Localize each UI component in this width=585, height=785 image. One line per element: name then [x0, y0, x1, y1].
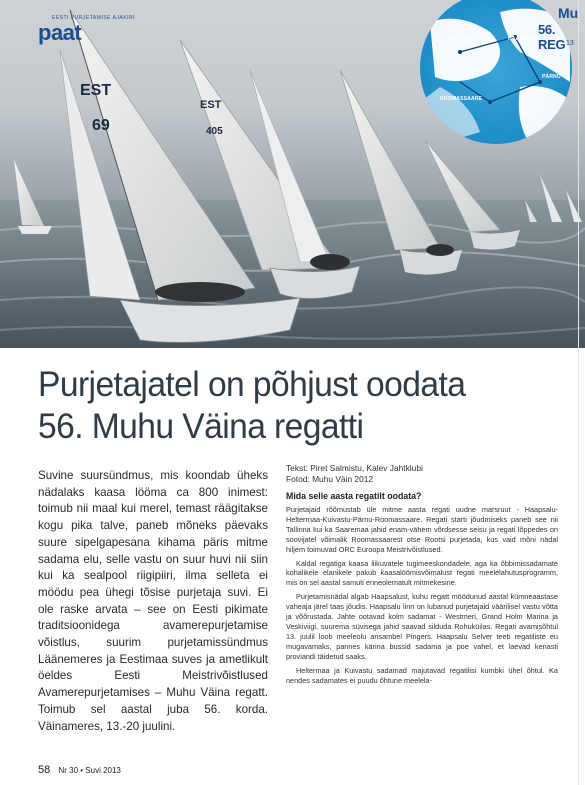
- logo-tagline: EESTI PURJETAMISE AJAKIRI: [52, 15, 135, 21]
- map-label: ROOMASSAARE: [440, 96, 483, 102]
- credit-photos: Fotod: Muhu Väin 2012: [286, 474, 374, 484]
- badge-number: 13: [566, 40, 574, 47]
- badge-line1: Mu: [558, 5, 579, 21]
- headline-line: 56. Muhu Väina regatti: [38, 407, 364, 446]
- issue-info: Nr 30 • Suvi 2013: [58, 766, 121, 775]
- credits: [286, 463, 558, 485]
- credit-text: Tekst: Piret Salmistu, Kalev Jahtklubi: [286, 463, 423, 473]
- page-number: 58: [38, 764, 51, 776]
- sail-text: 405: [206, 126, 223, 137]
- sail-text: EST: [80, 82, 112, 99]
- page-footer: [38, 764, 121, 776]
- hero-photo: [0, 0, 585, 348]
- body-paragraph: Kaldal regatiga kaasa liikuvatele tugimeeskondadele, aga ka õbbimissadamate kohalikele elanikele pakub kaasalöömisvõimalust regati meelelahutusprogramm, mis on sel aastal samuti enneolematult mitmekesine.: [286, 558, 558, 588]
- map-label: HAAPSALU: [508, 36, 538, 42]
- sail-text: EST: [200, 99, 222, 111]
- page-edge: [578, 0, 579, 785]
- article-headline: [38, 364, 547, 448]
- map-label: PÄRNU: [542, 74, 561, 80]
- body-paragraph: Purjetajaid rõõmustab üle mitme aasta regati uudne marsruut - Haapsalu-Helterrnaa-Kuivastu-Pärnu-Roomassaare. Regati starti jõudmiseks paneb see nii Tallinna kui ka Saaremaa jahid enam-vähem võrdsesse seisu ja regati lõppedes on soovijatel võimalik Roomassaarest otse Rootsi purjetada, kus vaid mõni nädal hiljem toimuvad ORC Euroopa Meistrivõistlused.: [286, 505, 558, 554]
- body-paragraph: Purjetamisnädal algab Haapsalust, kuhu regatt möödunud aastal kümneaastase vaheaja järel taas jõudis. Haapsalu linn on lubanud purjetajaid väärilisel vastu võtta ja võõrustada. Jahte ootavad kolm sadamat - Westmeri, Grand Holm Marina ja Veskiviigi, suurema süvisega jahid saavad silduda Rohuküilas. Regati avamisõhtul 13. juulil loob meeleolu ansambel Pingers. Haapsalu Selver teeb regatiliste eu mugavamaks, pannes kärina bussid sadama ja poe vahel, et laevad kenasti proviandi täidetud saaks.: [286, 592, 558, 661]
- sail-text: 69: [92, 117, 110, 134]
- article-lead: Suvine suursündmus, mis koondab üheks nädalaks kaasa lööma ca 800 inimest: toimub nii maal kui merel, temast räägitakse kogu pika talve, paneb mõneks päevaks suure sipelgapesana kihama päris mitme sadama elu, selle vastu on suur huvi nii siin kui ka sealpool riigipiiri, ilma selleta ei möödu pea ühegi tõsise purjetaja suvi. Ei ole raske arvata – see on Eesti pikimate traditsioonidega avamerepurjetamise võistlus, suurim purjetamissündmus Läänemeres ja Eestimaa suves ja ametlikult öeldes Eesti Meistrivõistlused Avamerepurjetamises – Muhu Väina regatt. Toimub sel aastal juba 56. korda. Väinameres, 13.-20 juulini.: [38, 469, 268, 733]
- badge-line2: 56. REG: [538, 22, 566, 52]
- map-label: HELTERMAA: [450, 38, 483, 44]
- magazine-logo: paat: [38, 20, 82, 45]
- article-body: [286, 463, 558, 689]
- headline-line: Purjetajatel on põhjust oodata: [38, 365, 466, 404]
- section-subhead: Mida selle aasta regatilt oodata?: [286, 491, 422, 501]
- body-paragraph: Heltermaa ja Kuivastu sadamad majutavad regatilisi kumbki ühel õhtul. Ka nendes sadamates ei puudu õhtune meelela-: [286, 665, 558, 685]
